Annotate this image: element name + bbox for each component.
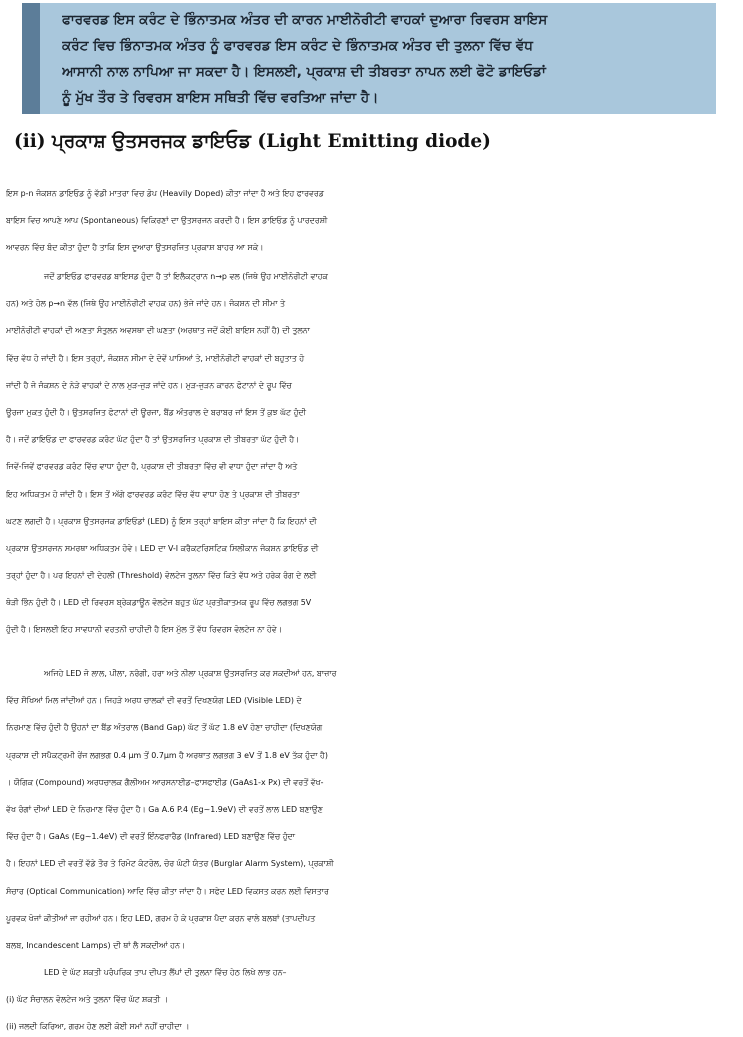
text-line: ਅਜਿਹੇ LED ਜੋ ਲਾਲ, ਪੀਲਾ, ਨਰੰਗੀ, ਹਰਾ ਅਤੇ ਨੀਲਾ ਪ੍ਰਕਾਸ਼ ਉਤਸਰਜਿਤ ਕਰ ਸਕਦੀਆਂ ਹਨ, ਬਾਜ਼ਾਰ — [44, 669, 337, 678]
text-line: ਵਿੱਚ ਹੁੰਦਾ ਹੈ। GaAs (Eg~1.4eV) ਦੀ ਵਰਤੋਂ ਇੰਨਫਰਾਰੈਡ (Infrared) LED ਬਣਾਉਣ ਵਿੱਚ ਹੁੰਦਾ — [6, 832, 296, 842]
text-line: ਥੋੜੀ ਭਿੰਨ ਹੁੰਦੀ ਹੈ। LED ਦੀ ਰਿਵਰਸ ਬ੍ਰੇਕਡਾਊਨ ਵੋਲਟੇਜ ਬਹੁਤ ਘੱਟ ਪ੍ਰਤੀਕਾਤਮਕ ਰੂਪ ਵਿੱਚ ਲਗਭਗ 5V — [6, 598, 312, 608]
paragraph-2 — [6, 263, 737, 644]
text-line: ਬਾਇਸ ਵਿਚ ਆਪਣੇ ਆਪ (Spontaneous) ਵਿਕਿਰਣਾਂ ਦਾ ਉਤਸਰਜਨ ਕਰਦੀ ਹੈ। ਇਸ ਡਾਇਓਡ ਨੂੰ ਪਾਰਦਰਸ਼ੀ — [6, 216, 328, 226]
paragraph-1 — [6, 180, 737, 262]
text-line: । ਯੌਗਿਕ (Compound) ਅਰਧਚਾਲਕ ਗੈਲੀਅਮ ਆਰਸਨਾਈਡ–ਫਾਸਫਾਈਡ (GaAs1-x Px) ਦੀ ਵਰਤੋਂ ਵੱਖ- — [6, 777, 324, 787]
text-line: ਇਹ ਅਧਿਕਤਮ ਹੋ ਜਾਂਦੀ ਹੈ। ਇਸ ਤੋਂ ਅੱਗੇ ਫਾਰਵਰਡ ਕਰੰਟ ਵਿੱਚ ਵੱਧ ਵਾਧਾ ਹੋਣ ਤੇ ਪ੍ਰਕਾਸ਼ ਦੀ ਤੀਬਰਤਾ — [6, 489, 300, 499]
paragraph-3 — [6, 660, 737, 1037]
text-line: ਪ੍ਰਕਾਸ਼ ਦੀ ਸਪੈਕਟ੍ਰਮੀ ਰੇਂਜ ਲਗਭਗ 0.4 μm ਤੋਂ 0.7μm ਹੈ ਅਰਥਾਤ ਲਗਭਗ 3 eV ਤੋਂ 1.8 eV ਤੱਕ ਹੁੰਦਾ ਹੈ) — [6, 750, 328, 760]
text-line: ਪੂਰਵਕ ਖੋਜਾਂ ਕੀਤੀਆਂ ਜਾ ਰਹੀਆਂ ਹਨ। ਇਹ LED, ਗਰਮ ਹੋ ਕੇ ਪ੍ਰਕਾਸ਼ ਪੈਦਾ ਕਰਨ ਵਾਲੇ ਬਲਬਾਂ (ਤਾਪਦੀਪਤ — [6, 913, 316, 923]
text-line: ਹੈ। ਇਹਨਾਂ LED ਦੀ ਵਰਤੋਂ ਵੱਡੇ ਤੌਰ ਤੇ ਰਿਮੋਟ ਕੰਟਰੋਲ, ਚੋਰ ਘੰਟੀ ਯੰਤਰ (Burglar Alarm System), ਪ੍ਰਕਾਸ਼ੀ — [6, 859, 334, 869]
text-line: ਹਨ) ਅਤੇ ਹੋਲ p→n ਵੱਲ (ਜਿਥੇ ਉਹ ਮਾਈਨੋਰੀਟੀ ਵਾਹਕ ਹਨ) ਭੇਜੇ ਜਾਂਦੇ ਹਨ। ਜੰਕਸ਼ਨ ਦੀ ਸੀਮਾ ਤੇ — [6, 299, 286, 309]
text-line: LED ਦੇ ਘੱਟ ਸ਼ਕਤੀ ਪਰੰਪਰਿਕ ਤਾਪ ਦੀਪਤ ਲੈਂਪਾਂ ਦੀ ਤੁਲਨਾ ਵਿੱਚ ਹੇਠ ਲਿਖੇ ਲਾਭ ਹਨ– — [44, 968, 287, 978]
text-line: ਤਰ੍ਹਾਂ ਹੁੰਦਾ ਹੈ। ਪਰ ਇਹਨਾਂ ਦੀ ਦੇਹਲੀ (Threshold) ਵੋਲਟੇਜ ਤੁਲਨਾ ਵਿੱਚ ਕਿਤੇ ਵੱਧ ਅਤੇ ਹਰੇਕ ਰੰਗ ਦੇ ਲਈ — [6, 571, 317, 581]
list-item: (i) ਘੱਟ ਸੰਚਾਲਨ ਵੋਲਟੇਜ ਅਤੇ ਤੁਲਨਾ ਵਿੱਚ ਘੱਟ ਸ਼ਕਤੀ । — [6, 995, 168, 1005]
text-line: ਘਟਣ ਲਗਦੀ ਹੈ। ਪ੍ਰਕਾਸ਼ ਉਤਸਰਜਕ ਡਾਇਓਡਾਂ (LED) ਨੂੰ ਇਸ ਤਰ੍ਹਾਂ ਬਾਇਸ ਕੀਤਾ ਜਾਂਦਾ ਹੈ ਕਿ ਇਹਨਾਂ ਦੀ — [6, 516, 317, 526]
text-line: ਵਿੱਚ ਸੌਖਿਆਂ ਮਿਲ ਜਾਂਦੀਆਂ ਹਨ। ਜਿਹੜੇ ਅਰਧ ਚਾਲਕਾਂ ਦੀ ਵਰਤੋਂ ਦਿਖਣਯੋਗ LED (Visible LED) ਦੇ — [6, 696, 302, 706]
text-line: ਜਾਂਦੀ ਹੈ ਜੋ ਜੰਕਸ਼ਨ ਦੇ ਨੇੜੇ ਵਾਹਕਾਂ ਦੇ ਨਾਲ ਮੁੜ-ਜੁੜ ਜਾਂਦੇ ਹਨ। ਮੁੜ-ਜੁੜਨ ਕਾਰਨ ਫੋਟਾਨਾਂ ਦੇ ਰੂਪ ਵਿੱਚ — [6, 380, 292, 390]
text-line: ਜਦੋਂ ਡਾਇਓਡ ਫਾਰਵਰਡ ਬਾਇਸਡ ਹੁੰਦਾ ਹੈ ਤਾਂ ਇਲੈਕਟ੍ਰਾਨ n→p ਵਲ (ਜਿਥੇ ਉਹ ਮਾਈਨੋਰੀਟੀ ਵਾਹਕ — [44, 272, 328, 281]
text-line: ਆਵਰਨ ਵਿੱਚ ਬੰਦ ਕੀਤਾ ਹੁੰਦਾ ਹੈ ਤਾਕਿ ਇਸ ਦੁਆਰਾ ਉਤਸਰਜਿਤ ਪ੍ਰਕਾਸ਼ ਬਾਹਰ ਆ ਸਕੇ। — [6, 243, 264, 253]
section-heading: (ii) ਪ੍ਰਕਾਸ਼ ਉਤਸਰਜਕ ਡਾਇਓਡ (Light Emitting diode) — [14, 131, 491, 152]
highlight-line: ਫਾਰਵਰਡ ਇਸ ਕਰੰਟ ਦੇ ਭਿੰਨਾਤਮਕ ਅੰਤਰ ਦੀ ਕਾਰਨ ਮਾਈਨੋਰੀਟੀ ਵਾਹਕਾਂ ਦੁਆਰਾ ਰਿਵਰਸ ਬਾਇਸ — [62, 12, 548, 28]
text-line: ਨਿਰਮਾਣ ਵਿੱਚ ਹੁੰਦੀ ਹੈ ਉਹਨਾਂ ਦਾ ਬੈਂਡ ਅੰਤਰਾਲ (Band Gap) ਘੱਟ ਤੋਂ ਘੱਟ 1.8 eV ਹੋਣਾ ਚਾਹੀਦਾ (ਦਿਖਣਯੋਗ — [6, 723, 323, 733]
text-line: ਮਾਈਨੋਰੀਟੀ ਵਾਹਕਾਂ ਦੀ ਅਣਤਾ ਸੰਤੁਲਨ ਅਵਸਥਾ ਦੀ ਘਣਤਾ (ਅਰਥਾਤ ਜਦੋਂ ਕੋਈ ਬਾਇਸ ਨਹੀਂ ਹੈ) ਦੀ ਤੁਲਨਾ — [6, 326, 310, 336]
text-line: ਇਸ p-n ਜੰਕਸ਼ਨ ਡਾਇਓਡ ਨੂੰ ਵੱਡੀ ਮਾਤਰਾ ਵਿਚ ਡੋਪ (Heavily Doped) ਕੀਤਾ ਜਾਂਦਾ ਹੈ ਅਤੇ ਇਹ ਫਾਰਵਰਡ — [6, 189, 324, 198]
text-line: ਊਰਜਾ ਮੁਕਤ ਹੁੰਦੀ ਹੈ। ਉਤਸਰਜਿਤ ਫੋਟਾਨਾਂ ਦੀ ਊਰਜਾ, ਬੈਂਡ ਅੰਤਰਾਲ ਦੇ ਬਰਾਬਰ ਜਾਂ ਇਸ ਤੋਂ ਕੁਝ ਘੱਟ ਹੁੰਦੀ — [6, 407, 307, 417]
text-line: ਜਿਵੇਂ-ਜਿਵੇਂ ਫਾਰਵਰਡ ਕਰੰਟ ਵਿੱਚ ਵਾਧਾ ਹੁੰਦਾ ਹੈ, ਪ੍ਰਕਾਸ਼ ਦੀ ਤੀਬਰਤਾ ਵਿੱਚ ਵੀ ਵਾਧਾ ਹੁੰਦਾ ਜਾਂਦਾ ਹੈ ਅਤੇ — [6, 462, 298, 472]
text-line: ਹੁੰਦੀ ਹੈ। ਇਸਲਈ ਇਹ ਸਾਵਧਾਨੀ ਵਰਤਨੀ ਚਾਹੀਦੀ ਹੈ ਇਸ ਮੁੱਲ ਤੋਂ ਵੱਧ ਰਿਵਰਸ ਵੋਲਟੇਜ ਨਾ ਹੋਵੇ। — [6, 625, 283, 635]
text-line: ਵਿੱਚ ਵੱਧ ਹੋ ਜਾਂਦੀ ਹੈ। ਇਸ ਤਰ੍ਹਾਂ, ਜੰਕਸ਼ਨ ਸੀਮਾ ਦੇ ਦੋਵੇਂ ਪਾਸਿਆਂ ਤੇ, ਮਾਈਨੋਰੀਟੀ ਵਾਹਕਾਂ ਦੀ ਬਹੁਤਾਤ ਹੋ — [6, 353, 305, 363]
list-item: (ii) ਜਲਦੀ ਕਿਰਿਆ, ਗਰਮ ਹੋਣ ਲਈ ਕੋਈ ਸਮਾਂ ਨਹੀਂ ਚਾਹੀਦਾ । — [6, 1022, 190, 1032]
highlight-line: ਆਸਾਨੀ ਨਾਲ ਨਾਪਿਆ ਜਾ ਸਕਦਾ ਹੈ। ਇਸਲਈ, ਪ੍ਰਕਾਸ਼ ਦੀ ਤੀਬਰਤਾ ਨਾਪਨ ਲਈ ਫੋਟੋ ਡਾਇਓਡਾਂ — [62, 64, 546, 80]
text-line: ਹੈ। ਜਦੋਂ ਡਾਇਓਡ ਦਾ ਫਾਰਵਰਡ ਕਰੰਟ ਘੱਟ ਹੁੰਦਾ ਹੈ ਤਾਂ ਉਤਸਰਜਿਤ ਪ੍ਰਕਾਸ਼ ਦੀ ਤੀਬਰਤਾ ਘੱਟ ਹੁੰਦੀ ਹੈ। — [6, 435, 300, 445]
highlight-line: ਨੂੰ ਮੁੱਖ ਤੌਰ ਤੇ ਰਿਵਰਸ ਬਾਇਸ ਸਥਿਤੀ ਵਿੱਚ ਵਰਤਿਆ ਜਾਂਦਾ ਹੈ। — [62, 90, 379, 106]
text-line: ਸੰਚਾਰ (Optical Communication) ਆਦਿ ਵਿੱਚ ਕੀਤਾ ਜਾਂਦਾ ਹੈ। ਸਫੇਦ LED ਵਿਕਸਤ ਕਰਨ ਲਈ ਵਿਸਤਾਰ — [6, 886, 329, 896]
highlight-line: ਕਰੰਟ ਵਿਚ ਭਿੰਨਾਤਮਕ ਅੰਤਰ ਨੂੰ ਫਾਰਵਰਡ ਇਸ ਕਰੰਟ ਦੇ ਭਿੰਨਾਤਮਕ ਅੰਤਰ ਦੀ ਤੁਲਨਾ ਵਿੱਚ ਵੱਧ — [62, 38, 533, 54]
text-line: ਬਲਬ, Incandescent Lamps) ਦੀ ਥਾਂ ਲੈ ਸਕਦੀਆਂ ਹਨ। — [6, 940, 186, 950]
highlight-box — [22, 3, 716, 114]
text-line: ਪ੍ਰਕਾਸ਼ ਉਤਸਰਜਨ ਸਮਰਥਾ ਅਧਿਕਤਮ ਹੋਵੇ। LED ਦਾ V-I ਕਰੈਕਟਰਿਸਟਿਕ ਸਿਲੀਕਾਨ ਜੰਕਸ਼ਨ ਡਾਇਓਡ ਦੀ — [6, 543, 319, 553]
text-line: ਵੱਖ ਰੰਗਾਂ ਦੀਆਂ LED ਦੇ ਨਿਰਮਾਣ ਵਿੱਚ ਹੁੰਦਾ ਹੈ। Ga A.6 P.4 (Eg~1.9eV) ਦੀ ਵਰਤੋਂ ਲਾਲ LED ਬਣਾਉਣ — [6, 804, 323, 814]
